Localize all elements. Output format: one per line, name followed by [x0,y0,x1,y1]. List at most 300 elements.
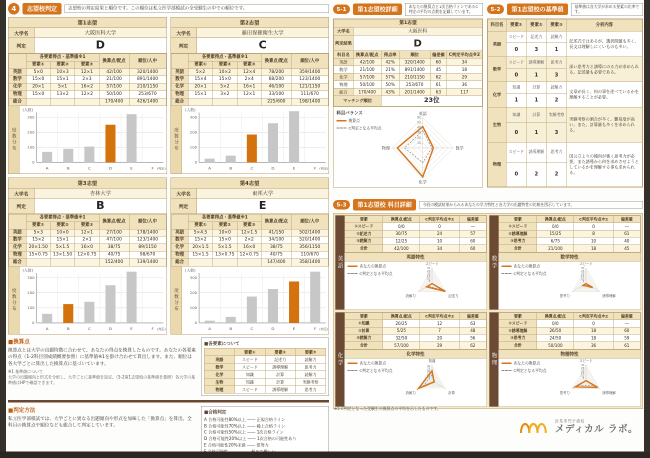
column-header: 要素 [499,313,537,320]
score-cell: 139/1400 [129,259,166,266]
subject-name: 総合 [171,98,188,105]
judgement-row [9,199,167,215]
subject-name: 数学 [9,76,26,83]
frequency-distribution-label: 度数分布 [9,106,20,174]
column-header: C判定平均点※2 [447,51,483,58]
svg-text:10: 10 [426,277,431,281]
university-label: 大学名 [9,28,35,38]
score-row [9,91,166,98]
analysis-text: 記述式ではあるが、選択問題も多く、長文は理解しにくいものも多い。 [567,31,643,56]
svg-text:誘導理解: 誘導理解 [602,390,616,395]
detail-cell: 32/50 [383,334,420,341]
detail-cell: 12 [420,320,460,327]
element-name: 実験考察 [546,107,566,123]
column-header: 偏差値 [613,216,640,223]
detail-row [499,327,641,334]
svg-text:200: 200 [189,130,197,135]
detail-cell: 18 [574,327,614,334]
subject-strip: 数学 [490,216,499,310]
column-header: 換算点/配点 [537,313,574,320]
column-header-row [345,216,487,223]
elements-cell: 知識 [235,378,265,386]
analysis-text: 深い思考力と誘導にのる力が求められる。記述量も必要である。 [567,57,643,82]
matching-row [334,96,483,106]
column-header: 要素③ [546,19,566,31]
svg-text:F: F [313,165,317,171]
judgement-method-body: 私立医学部模試では、大学ごとに異なる出題傾向や形式を加味した「換算点」を算出。全科目の換算点や順位なども総合して判定しています。 [8,416,192,429]
score-cell: 15×0.75 [26,251,50,258]
detail-cell: 6/75 [537,237,574,244]
score-cell: 16×0 [75,244,99,251]
svg-text:C: C [87,165,91,171]
detail-row [499,342,641,349]
svg-text:200: 200 [27,291,35,295]
element-label: ①スピード [499,223,537,230]
element-value: 1 [526,123,546,142]
subject-name: 化学 [9,83,26,90]
column-header: 科目名 [488,19,507,31]
subject-detail-table [499,216,641,253]
university-label: 大学名 [171,28,197,38]
svg-text:200: 200 [189,291,197,295]
element-name-row [488,107,643,123]
score-cell: 2×1 [75,236,99,243]
element-value: 2 [546,93,566,107]
element-value: 1 [546,43,566,57]
elements-cell: スピード [235,356,265,364]
score-cell: 20×1.50 [26,244,50,251]
score-cell [75,259,99,266]
elements-subject: 生物 [204,378,234,386]
score-cell: 2×4 [237,76,261,83]
svg-text:C: C [87,326,91,331]
avg-line-swatch [337,128,347,129]
element-value: 3 [526,43,546,57]
score-cell: 15×0 [213,76,237,83]
detail-row [499,334,641,341]
score-cell: 12×1 [75,69,99,76]
legend-avg [348,368,393,374]
column-header-row [499,216,641,223]
score-cell: 5×2 [213,83,237,90]
detail-cell: 60 [430,58,446,65]
svg-text:B: B [229,326,232,331]
element-header: 要素① [26,61,50,68]
judgement-method-note [8,406,196,429]
score-cell: 2×3 [75,76,99,83]
frequency-bar-chart [182,266,329,334]
svg-text:30: 30 [426,267,431,271]
detail-cell: 10 [420,237,460,244]
detail-cell: 0 [420,223,460,230]
subject-name: 英語 [9,229,26,236]
svg-text:30: 30 [417,130,422,135]
svg-text:5: 5 [582,280,585,284]
detail-row [345,342,487,349]
svg-text:F: F [151,326,154,331]
legend-you [337,118,382,124]
svg-text:15: 15 [580,371,585,375]
score-cell: 13×0.75 [213,251,237,258]
detail-cell: 253/670 [399,81,430,88]
score-cell: 12×0.75 [237,251,261,258]
score-cell: 41/150 [261,229,291,236]
score-cell: 358/1400 [291,259,328,266]
svg-text:10: 10 [580,277,585,281]
detail-row [499,237,641,244]
element-header: 要素① [188,61,212,68]
score-cell: 123/1400 [129,236,166,243]
detail-row [499,223,641,230]
legend-you [502,360,547,366]
judgement-legend-line: A 合格可能性80%以上 ―― 正規合格ライン [204,417,286,422]
legend-avg-label: C判定となる平均点 [513,271,547,276]
svg-text:15: 15 [426,274,431,278]
score-cell: 12×4 [237,69,261,76]
element-value: 0 [506,43,526,57]
judgement-legend-title: ■合格判定 [204,410,227,415]
svg-text:200: 200 [27,130,35,135]
university-name: 大阪医科 [353,27,482,35]
subject-name: 英語 [334,58,353,65]
column-header: 要素② [526,19,546,31]
detail-cell: 0/0 [537,223,574,230]
subject-name: 数学 [334,66,353,73]
first-choice-title: 第1志望 [334,19,483,27]
svg-text:25: 25 [426,367,431,371]
svg-text:D: D [108,165,113,171]
score-cell: 15×1 [188,91,212,98]
score-cell: 198/1400 [291,98,328,105]
subject-name: 英語 [488,31,507,56]
score-header-row [9,54,166,61]
svg-text:読解力: 読解力 [405,293,416,298]
element-name: 思考力 [546,142,566,162]
conversion-header: 換算点/配点 [261,54,291,69]
score-cell: 10×0 [50,229,74,236]
column-header: C判定平均点※2 [420,216,460,223]
svg-text:0: 0 [194,160,197,165]
element-header: 要素② [213,222,237,229]
standard-value-note-body: 大学の出題傾向と形式を分析し、大学ごとに基準値を設定。（5-2第1志望校の基準値を参照）各大学の基準値はHPで確認できます。 [8,375,196,386]
score-cell [237,98,261,105]
elements-score-header: 各要素得点・基準値※1 [188,214,261,221]
svg-text:読解力: 読解力 [405,390,416,395]
section4-header [8,3,329,15]
svg-text:思考力: 思考力 [559,390,570,395]
score-cell: 5×2 [188,69,212,76]
elements-subject: 物理 [204,386,234,394]
score-cell: 57/100 [99,83,129,90]
svg-text:100: 100 [189,145,197,150]
score-cell: 15×0 [26,76,50,83]
svg-text:A: A [208,165,211,171]
section51-title: 第1志望校詳細 [353,4,402,16]
score-cell: 27/100 [99,229,129,236]
svg-text:E: E [130,165,133,171]
element-value: 0 [506,123,526,142]
section52-box [487,18,643,187]
svg-text:物理: 物理 [381,145,390,151]
detail-row [334,81,483,88]
score-cell: 359/1400 [291,69,328,76]
university-panel [170,17,329,174]
legend-avg [337,125,382,131]
avg-line-swatch [348,273,358,274]
conversion-note-body: 換算点とは大学の出題特徴に合わせて、あなたの得点を換算したものです。あなたの各要素の得点（1-2科目別成績概要参照）に基準値※1を掛け合わせて算出します。また、順位は各大学ごとに算出した換算点に基づいています。 [8,347,196,367]
column-header-row [499,313,641,320]
legend-you-label: あなたの換算点 [513,360,541,366]
panel-rank-title: 第2志望 [171,18,329,29]
column-header: 要素① [506,19,526,31]
panel-rank-title: 第1志望 [9,18,167,29]
subject-name: 英語 [171,69,188,76]
svg-text:0: 0 [194,321,197,326]
element-header: 要素② [213,61,237,68]
detail-cell: 891/1400 [399,66,430,73]
legend-you-label: あなたの換算点 [359,263,387,269]
svg-text:20: 20 [580,272,585,276]
score-table [171,54,329,106]
elements-col-header [204,348,234,356]
score-table [171,214,329,266]
score-row [9,251,166,258]
detail-cell: 45 [430,66,446,73]
elements-col-header: 要素③ [295,348,325,356]
detail-cell: 63 [459,320,486,327]
detail-cell: 10 [574,237,614,244]
element-header: 要素③ [75,222,99,229]
score-cell: 891/1400 [129,76,166,83]
score-cell: 253/670 [129,91,166,98]
score-cell [26,259,50,266]
judgement-label: 判定 [171,199,197,214]
subject-name: 数学 [171,236,188,243]
svg-text:0: 0 [32,160,35,165]
svg-text:300: 300 [189,115,197,120]
score-cell: 98/670 [129,251,166,258]
svg-text:5: 5 [582,377,585,381]
element-header: 要素① [188,222,212,229]
rank-header: 順位/人中 [291,54,328,69]
score-row [171,236,328,243]
element-label: ②計算 [345,327,383,334]
elements-cell: スピード [235,386,265,394]
score-row [9,236,166,243]
score-cell: 68/200 [261,76,291,83]
subject-name: 物理 [171,251,188,258]
first-choice-detail-table [334,19,483,107]
subject-name: 総合 [9,98,26,105]
detail-cell: 60 [459,245,486,252]
detail-cell: 20 [420,334,460,341]
subject-strip: 英語 [336,216,345,310]
blank-header [9,214,26,229]
conversion-note [8,338,196,386]
detail-cell: ― [459,223,486,230]
score-cell: 12×1.5 [237,229,261,236]
score-cell: 20×1 [26,83,50,90]
legend-you-label: 換算点 [348,118,360,123]
subject-detail-grid [333,213,643,409]
university-row [171,28,329,38]
section53-header [333,199,643,211]
element-label: ③読解力 [345,334,383,341]
score-cell: 2×2 [237,236,261,243]
score-cell: 16×0 [237,244,261,251]
score-cell: 50/100 [99,91,129,98]
chart-title: 物理特性 [499,349,641,358]
detail-cell: 50% [381,81,399,88]
svg-text:10: 10 [417,140,422,145]
frequency-bar-chart [20,266,167,334]
section52-header [487,3,643,16]
column-header: C判定平均点※2 [574,313,614,320]
subject-radar-zone [499,261,641,309]
detail-cell: 40 [613,237,640,244]
frequency-bar-chart [20,106,167,174]
score-cell: 40/75 [261,251,291,258]
detail-row [345,334,487,341]
score-cell [213,98,237,105]
judgement-label: 判定 [171,38,197,53]
frequency-distribution-label: 度数分布 [9,266,20,334]
svg-text:50: 50 [417,120,422,125]
element-label: ①スピード [499,320,537,327]
svg-text:300: 300 [27,276,35,280]
detail-row [345,245,487,252]
university-label: 大学名 [171,189,197,199]
column-header: 偏差値 [459,313,486,320]
element-name: 誘導理解 [526,142,546,162]
score-row [171,259,328,266]
detail-cell: 0 [574,320,614,327]
score-cell: 89/1150 [129,244,166,251]
detail-cell: 21% [381,66,399,73]
column-header: 順位 [399,51,430,58]
svg-text:(判定): (判定) [319,166,328,171]
score-cell: 16×1 [237,83,261,90]
subject-balance-radar-zone [334,106,483,186]
score-cell: 5×4.5 [188,229,212,236]
svg-text:E: E [292,326,296,331]
svg-text:A: A [208,326,211,331]
subject-name: 数学 [9,236,26,243]
score-cell: 47/100 [99,236,129,243]
logo-texts [555,419,638,435]
elements-cell: 誘導理解 [265,363,295,371]
footnote: ※2 C判定となった受験生の換算点の平均を示したものです。 [334,406,441,411]
detail-cell: 60 [459,237,486,244]
score-cell: 15×4 [188,76,212,83]
score-cell: 5×1.5 [213,244,237,251]
block-inner [345,313,487,407]
subject-detail-block [489,312,641,407]
svg-text:100: 100 [189,306,197,311]
svg-text:B: B [66,326,70,331]
score-cell: 356/1150 [291,244,328,251]
detail-cell: ― [613,320,640,327]
score-row [171,229,328,236]
subject-name: 化学 [488,82,507,107]
score-cell: 520/1400 [291,236,328,243]
section4-title: 志望校判定 [23,3,62,15]
score-row [9,259,166,266]
judgement-legend-lines [204,417,326,455]
standard-value-note-title: ※1 基準値について [8,369,44,375]
frequency-distribution-label: 度数分布 [171,266,182,334]
conversion-header: 換算点/配点 [99,54,129,69]
score-cell [75,98,99,105]
subject-strip: 化学 [336,313,345,407]
detail-cell: 50/100 [353,81,381,88]
subject-radar-zone [499,358,641,406]
detail-cell: 43% [381,88,399,95]
svg-text:英語: 英語 [418,111,427,117]
svg-text:300: 300 [27,115,35,120]
university-label: 大学名 [9,189,35,199]
element-label: ②記述力 [345,230,383,237]
elements-cell: 思考力 [295,386,325,394]
legend-avg-label: C判定となる平均点 [513,368,547,373]
svg-text:10: 10 [426,374,431,378]
conversion-header: 換算点/配点 [261,214,291,229]
detail-row [345,237,487,244]
section51-header [333,3,483,16]
score-cell: 5×1.5 [50,244,74,251]
university-panel [8,17,167,174]
block-inner [499,313,641,407]
subject-name: 物理 [171,91,188,98]
score-cell: 320/1400 [129,69,166,76]
block-inner [345,216,487,310]
score-cell: 15×2 [188,236,212,243]
elements-col-header: 要素② [265,348,295,356]
score-cell: 225/600 [261,98,291,105]
score-cell [26,98,50,105]
elements-row [204,378,326,386]
svg-text:思考力: 思考力 [559,293,570,298]
svg-text:(判定): (判定) [156,326,166,331]
score-cell: 20×1 [188,83,212,90]
detail-cell: 20/25 [383,320,420,327]
element-label: ①知識 [345,320,383,327]
score-row [9,244,166,251]
score-cell: 15×1.5 [188,251,212,258]
score-cell: 152/400 [99,259,129,266]
detail-cell: 12/25 [383,237,420,244]
page-right [333,0,643,450]
detail-cell: 48 [459,327,486,334]
detail-cell: 36 [574,342,614,349]
legend-you [348,263,393,269]
radar-title: 科目バランス [336,110,363,116]
judgement-row [171,199,329,215]
score-row [9,229,166,236]
university-name: 大阪医科大学 [35,28,167,38]
detail-cell: 117 [447,88,483,95]
detail-cell: 57% [381,73,399,80]
elements-cell: 記述力 [265,356,295,364]
element-name: スピード [506,142,526,162]
subject-name: 英語 [9,69,26,76]
svg-text:計算: 計算 [448,390,455,395]
detail-cell: 62 [459,342,486,349]
subject-name: 化学 [171,83,188,90]
score-cell: 111/670 [291,91,328,98]
element-label: ③思考力 [499,334,537,341]
element-value: 0 [506,68,526,82]
